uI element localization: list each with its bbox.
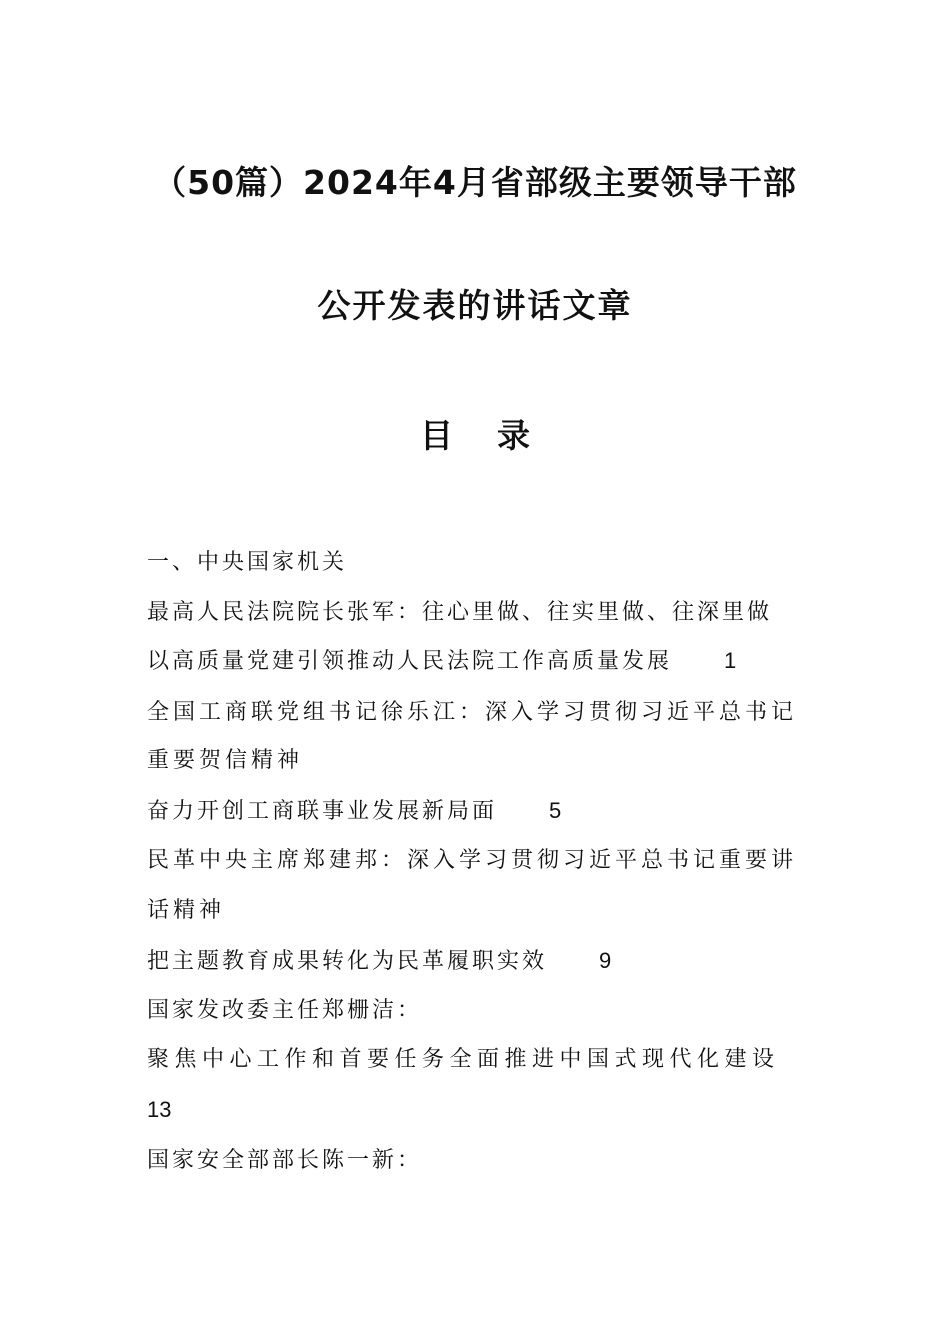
- toc-item-2-title: 奋力开创工商联事业发展新局面: [147, 799, 498, 824]
- toc-section-heading: 一、中央国家机关: [147, 550, 348, 575]
- toc-item-1-line-2: [147, 646, 739, 677]
- toc-item-2-line-3: [147, 796, 564, 827]
- toc-item-2-line-2: 重要贺信精神: [147, 748, 304, 773]
- toc-item-4-line-3: [147, 1095, 171, 1126]
- toc-item-5-line-1: 国家安全部部长陈一新：: [147, 1148, 423, 1173]
- toc-item-3-line-3: [147, 946, 614, 977]
- toc-item-3-line-1: 民革中央主席郑建邦：深入学习贯彻习近平总书记重要讲: [147, 848, 798, 873]
- toc-item-2-page: 5: [549, 798, 565, 823]
- toc-item-1-line-1: 最高人民法院院长张军：往心里做、往实里做、往深里做: [147, 600, 773, 625]
- toc-heading: [0, 410, 950, 457]
- toc-heading-right: 录: [497, 416, 530, 455]
- toc-item-4-line-1: 国家发改委主任郑栅洁：: [147, 998, 423, 1023]
- toc-heading-left: 目: [420, 416, 453, 455]
- document-title-line-1: （50篇）2024年4月省部级主要领导干部: [153, 163, 797, 202]
- toc-item-2-line-1: 全国工商联党组书记徐乐江：深入学习贯彻习近平总书记: [147, 700, 798, 725]
- document-title-line-2: 公开发表的讲话文章: [317, 286, 633, 325]
- toc-item-3-line-2: 话精神: [147, 898, 226, 923]
- toc-item-4-page: 13: [147, 1097, 172, 1122]
- toc-item-4-line-2: 聚焦中心工作和首要任务全面推进中国式现代化建设: [147, 1047, 780, 1072]
- toc-item-1-title: 以高质量党建引领推动人民法院工作高质量发展: [147, 649, 673, 674]
- toc-item-1-page: 1: [724, 648, 740, 673]
- toc-item-3-title: 把主题教育成果转化为民革履职实效: [147, 949, 548, 974]
- toc-item-3-page: 9: [599, 948, 615, 973]
